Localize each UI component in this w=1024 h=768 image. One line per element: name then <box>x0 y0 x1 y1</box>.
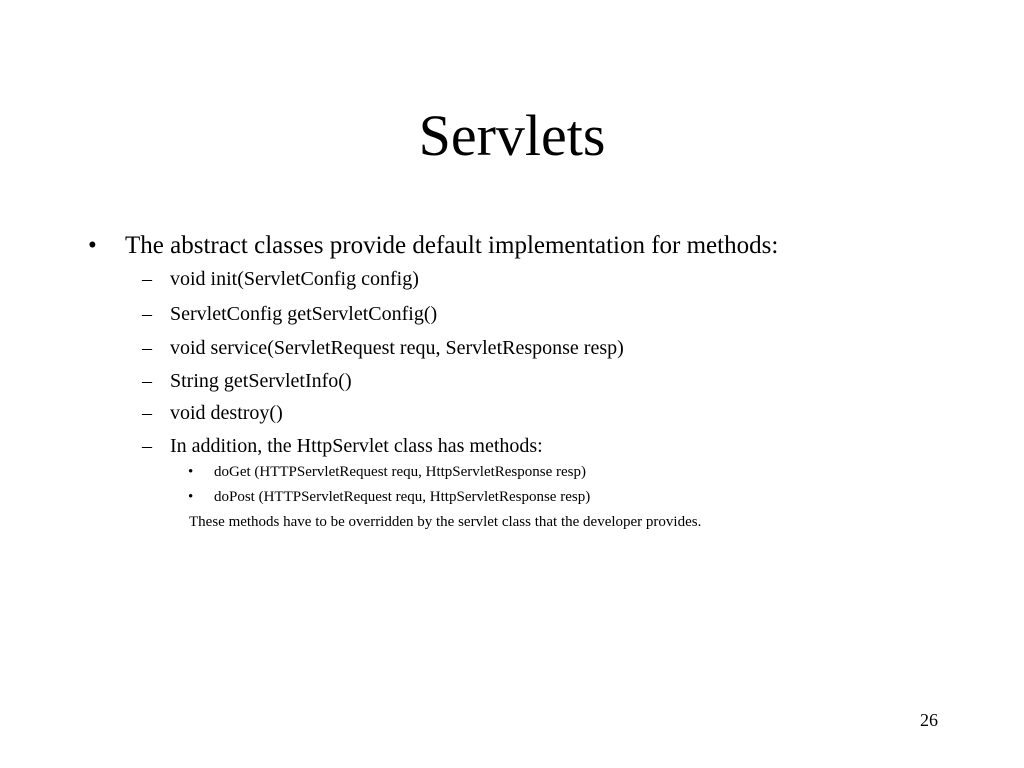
sub-sub-item-dopost: doPost (HTTPServletRequest requ, HttpServletResponse resp) <box>214 489 591 505</box>
note-text: These methods have to be overridden by the servlet class that the developer provides. <box>189 514 702 530</box>
page-number: 26 <box>920 710 938 730</box>
sub-item-service: void service(ServletRequest requ, ServletResponse resp) <box>170 337 624 359</box>
sub-item-get-servlet-config: ServletConfig getServletConfig() <box>170 303 438 325</box>
sub-item-destroy: void destroy() <box>170 402 283 424</box>
sub-item-marker: – <box>142 370 152 392</box>
bullet-marker: • <box>88 232 97 259</box>
sub-item-get-servlet-info: String getServletInfo() <box>170 370 352 392</box>
sub-item-http-servlet: In addition, the HttpServlet class has methods: <box>170 435 543 457</box>
sub-item-marker: – <box>142 337 152 359</box>
sub-sub-item-doget: doGet (HTTPServletRequest requ, HttpServletResponse resp) <box>214 464 587 480</box>
slide-title: Servlets <box>418 103 606 168</box>
sub-item-marker: – <box>142 402 152 424</box>
sub-item-marker: – <box>142 268 152 290</box>
sub-item-init: void init(ServletConfig config) <box>170 268 419 290</box>
bullet-text: The abstract classes provide default implementation for methods: <box>125 232 779 259</box>
sub-item-marker: – <box>142 303 152 325</box>
sub-sub-item-marker: • <box>188 464 194 480</box>
sub-item-marker: – <box>142 435 152 457</box>
sub-sub-item-marker: • <box>188 489 194 505</box>
